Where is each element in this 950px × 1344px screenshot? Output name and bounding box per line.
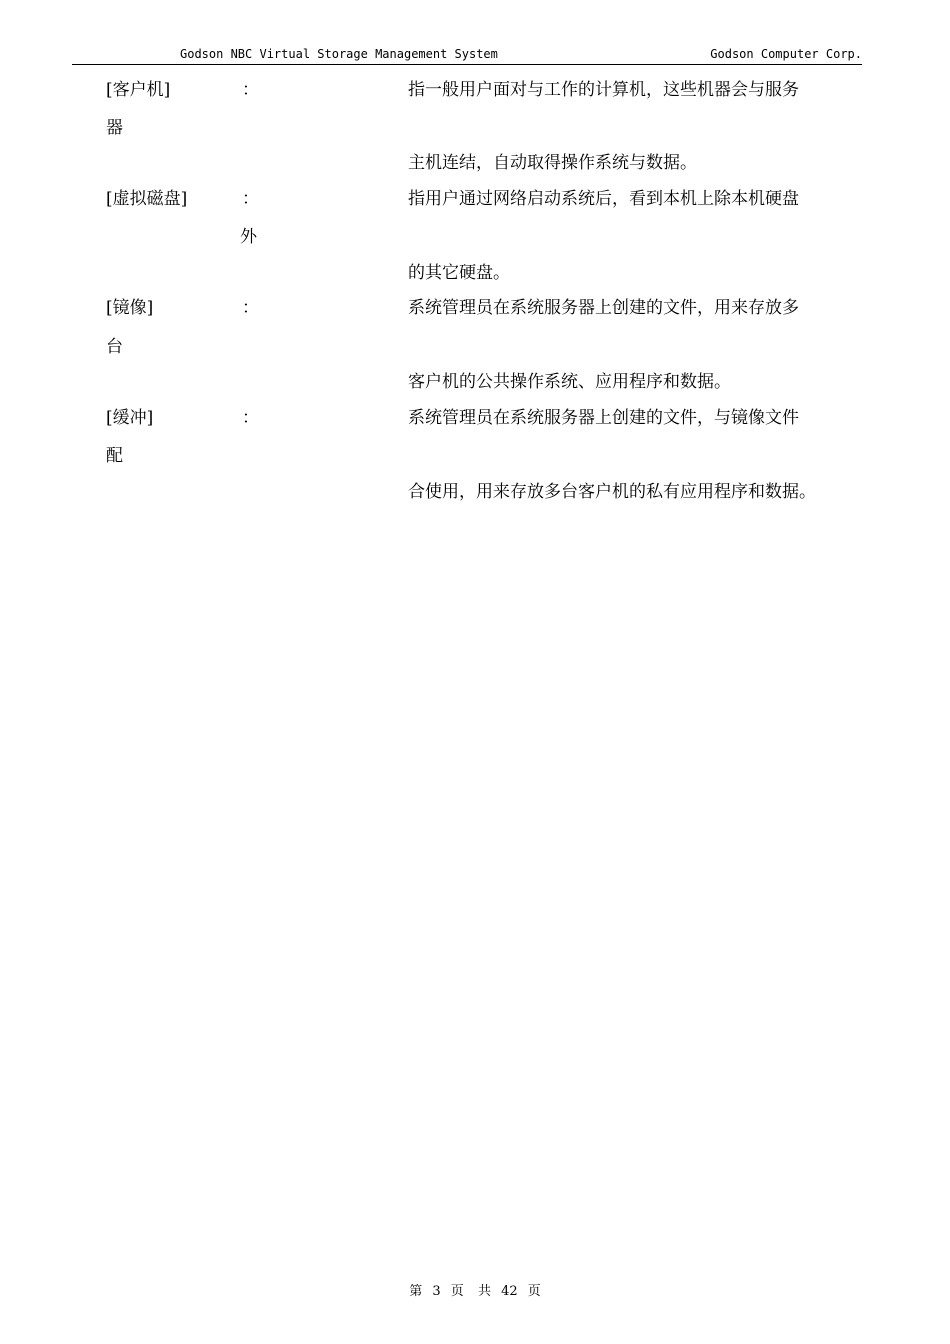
glossary-colon: ：: [242, 408, 259, 428]
footer-page-prefix: 第: [409, 1284, 423, 1299]
glossary-definition-line: 合使用，用来存放多台客户机的私有应用程序和数据。: [408, 482, 816, 502]
glossary-term: [虚拟磁盘]: [106, 189, 188, 209]
header-company-name: Godson Computer Corp.: [710, 47, 862, 61]
footer-page-number: 3: [432, 1284, 441, 1299]
glossary-term: [客户机]: [106, 80, 171, 100]
glossary-colon: ：: [242, 80, 259, 100]
glossary-colon: ：: [242, 298, 259, 318]
glossary-term: [缓冲]: [106, 408, 154, 428]
glossary-definition-line: 的其它硬盘。: [408, 263, 510, 283]
footer-total-pages: 42: [501, 1284, 518, 1299]
glossary-term: [镜像]: [106, 298, 154, 318]
glossary-definition-line: 系统管理员在系统服务器上创建的文件，用来存放多: [408, 298, 799, 318]
page-footer: [0, 1280, 950, 1299]
glossary-colon-wrap: 外: [240, 227, 257, 247]
glossary-definition-line: 指用户通过网络启动系统后，看到本机上除本机硬盘: [408, 189, 799, 209]
glossary-definition-line: 指一般用户面对与工作的计算机，这些机器会与服务: [408, 80, 799, 100]
glossary-term-wrap: 配: [106, 446, 123, 466]
footer-total-prefix: 共: [477, 1284, 491, 1299]
footer-page-unit: 页: [450, 1284, 464, 1299]
header-system-name: Godson NBC Virtual Storage Management System: [180, 47, 498, 61]
glossary-colon: ：: [242, 189, 259, 209]
glossary-definition-line: 主机连结，自动取得操作系统与数据。: [408, 153, 697, 173]
glossary-term-wrap: 台: [106, 337, 123, 357]
glossary-definition-line: 系统管理员在系统服务器上创建的文件，与镜像文件: [408, 408, 799, 428]
glossary-term-wrap: 器: [106, 118, 123, 138]
page-header: [72, 44, 862, 65]
footer-total-unit: 页: [527, 1284, 541, 1299]
glossary-definition-line: 客户机的公共操作系统、应用程序和数据。: [408, 372, 731, 392]
